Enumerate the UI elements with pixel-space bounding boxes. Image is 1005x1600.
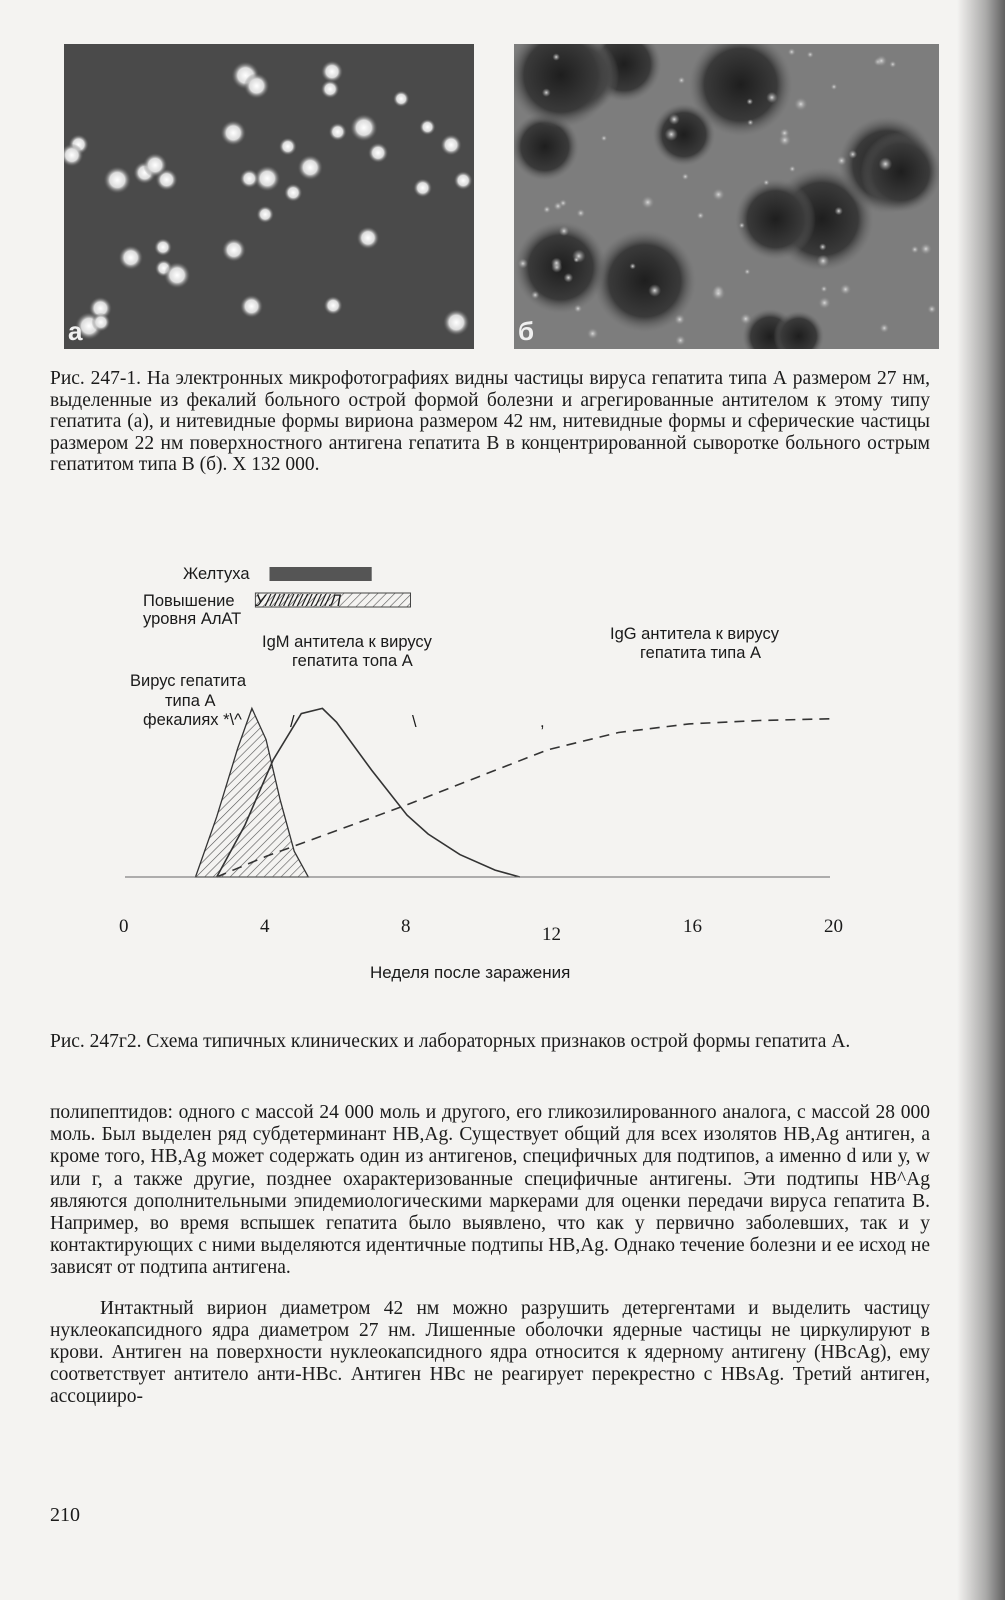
spherical-particle [564,273,574,283]
virus-particle [321,61,343,83]
x-tick-label: 4 [260,916,270,937]
spherical-particle [711,286,725,300]
micrograph-a-image [64,44,474,349]
virus-particle [368,143,388,163]
x-axis-label: Неделя после заражения [370,963,571,982]
spherical-particle [531,291,539,299]
virus-particle [321,80,340,99]
label-virus-line1: Вирус гепатита [130,672,247,690]
micrograph-b-image [514,44,939,349]
spherical-particle [840,284,851,295]
spherical-particle [747,119,753,125]
spherical-particle [766,92,777,103]
page-edge-shadow [957,0,1005,1600]
spherical-particle [648,284,661,297]
virus-particle [393,91,409,107]
virus-particle [284,184,302,202]
label-igm-line2: гепатита топа А [292,652,413,670]
spherical-particle [879,157,893,171]
virus-particle [164,262,190,288]
spherical-particle [763,179,769,185]
spherical-particle [817,255,830,268]
label-alat-mark: У//////////////Л [255,592,342,610]
micrograph-b [514,44,939,349]
spherical-particle [712,188,724,200]
virus-particle [257,206,274,223]
spherical-particle [880,323,890,333]
spherical-particle [682,173,689,180]
virus-particle [413,179,432,198]
spherical-particle [542,88,551,97]
label-igg-line1: IgG антитела к вирусу [610,625,779,643]
virus-series [196,708,309,877]
virus-particle [419,119,435,135]
virus-particle [104,166,131,193]
label-jaundice: Желтуха [183,565,250,583]
virus-particle [119,245,143,269]
spherical-particle [552,53,560,61]
jaundice-bar [270,567,372,581]
virus-particle [240,169,259,188]
spherical-particle [807,51,814,58]
spherical-particle [573,257,579,263]
spherical-particle [927,305,936,314]
igg-series [217,719,830,877]
spherical-particle [630,263,636,269]
figure2-caption: Рис. 247г2. Схема типичных клинических и лабораторных признаков острой формы гепатита А. [50,1031,851,1052]
micrograph-a-label: а [68,316,83,346]
x-tick-label: 20 [824,916,843,937]
page-number: 210 [50,1504,80,1526]
virus-particle [92,313,111,332]
antigen-cluster [861,132,939,213]
virus-particle [221,120,246,145]
spherical-particle [678,77,686,85]
x-tick-label: 12 [542,924,561,945]
spherical-particle [779,134,791,146]
spherical-particle [543,206,551,214]
virus-particle [454,171,473,190]
hepatitis-a-chart [0,555,940,985]
spherical-particle [821,285,828,292]
mark-slash: / [290,713,295,731]
spherical-particle [740,313,751,324]
spherical-particle [788,48,796,56]
spherical-particle [675,335,686,346]
virus-particle [240,295,263,318]
virus-particle [298,155,323,180]
spherical-particle [697,212,705,220]
spherical-particle [739,222,745,228]
spherical-particle [577,209,586,218]
spherical-particle [665,128,678,141]
virus-particle [279,138,297,156]
virus-particle [357,227,380,250]
spherical-particle [794,97,807,110]
spherical-particle [587,328,598,339]
virus-particle [143,153,167,177]
label-igm-line1: IgM антитела к вирусу [262,633,432,651]
body-text [50,1102,930,1409]
micrograph-b-label: б [518,316,535,346]
label-igg-line2: гепатита типа А [640,644,761,662]
spherical-particle [819,243,826,250]
virus-particle [350,114,377,141]
spherical-particle [641,196,654,209]
virus-particle [154,238,172,256]
virus-particle [329,123,347,141]
virus-particle [443,309,469,335]
spherical-particle [789,166,796,173]
label-alat-line2: уровня АлАТ [143,610,242,628]
spherical-particle [559,226,569,236]
spherical-particle [551,258,562,269]
micrograph-a [64,44,474,349]
x-tick-label: 8 [401,916,411,937]
mark-backslash: \ [412,713,417,731]
spherical-particle [674,314,685,325]
spherical-particle [876,55,887,66]
label-virus-line3: фекалиях *\^ [143,711,242,729]
label-virus-line2: типа А [165,692,216,710]
virus-particle [441,134,462,155]
x-tick-label: 0 [119,916,129,937]
spherical-particle [747,98,754,105]
spherical-particle [818,297,830,309]
spherical-particle [518,258,528,268]
spherical-particle [848,150,857,159]
virus-particle [222,238,246,262]
spherical-particle [744,269,750,275]
spherical-particle [574,305,582,313]
x-tick-label: 16 [683,916,702,937]
figure1-caption: Рис. 247-1. На электронных микрофотографиях видны частицы вируса гепатита типа А размером 27 нм, выделенные из фекалий больного острой формой болезни и агрегированные антителом к этому типу гепатита (а), и нитевидные формы вириона размером 42 нм, нитевидные формы и сферические частицы размером 22 нм поверхностного антигена гепатита В в концентрированной сыворотке больного острым гепатитом типа В (б). X 132 000. [50,368,930,475]
spherical-particle [554,202,563,211]
spherical-particle [835,207,843,215]
virus-particle [244,73,270,99]
paragraph: полипептидов: одного с массой 24 000 моль и другого, его гликозилированного аналога, с массой 28 000 моль. Был выделен ряд субдетерминант HB,Ag. Существует общий для всех изолятов HB,Ag антиген, а кроме того, HB,Ag может содержать один из антигенов, специфичных для подтипов, а именно d или у, w или г, а также другие, позднее охарактеризованные специфичные антигены. Эти подтипы HB^Ag являются дополнительными эпидемиологическими маркерами для оценки передачи вируса гепатита В. Например, во время вспышек гепатита было выявлено, что как у первично заболевших, так и у контактирующих с ними выделяются идентичные подтипы HB,Ag. Однако течение болезни и ее исход не зависят от подтипа антигена. [50,1102,930,1279]
spherical-particle [889,61,896,68]
spherical-particle [920,243,932,255]
label-alat-line1: Повышение [143,592,235,610]
antigen-cluster [735,179,816,260]
spherical-particle [911,246,919,254]
spherical-particle [831,84,838,91]
spherical-particle [601,135,607,141]
paragraph: Интактный вирион диаметром 42 нм можно разрушить детергентами и выделить частицу нуклеокапсидного ядра диаметром 27 нм. Лишенные оболочки ядерные частицы не циркулируют в крови. Антиген на поверхности нуклеокапсидного ядра относится к ядерному антигену (HBcAg), ему соответствует антитело анти-HBc. Антиген HBc не реагирует перекрестно с HBsAg. Третий антиген, ассоцииро- [50,1297,930,1408]
virus-particle [324,296,343,315]
spherical-particle [669,114,680,125]
mark-comma: , [540,713,545,731]
antigen-cluster [653,104,715,166]
spherical-particle [837,156,847,166]
